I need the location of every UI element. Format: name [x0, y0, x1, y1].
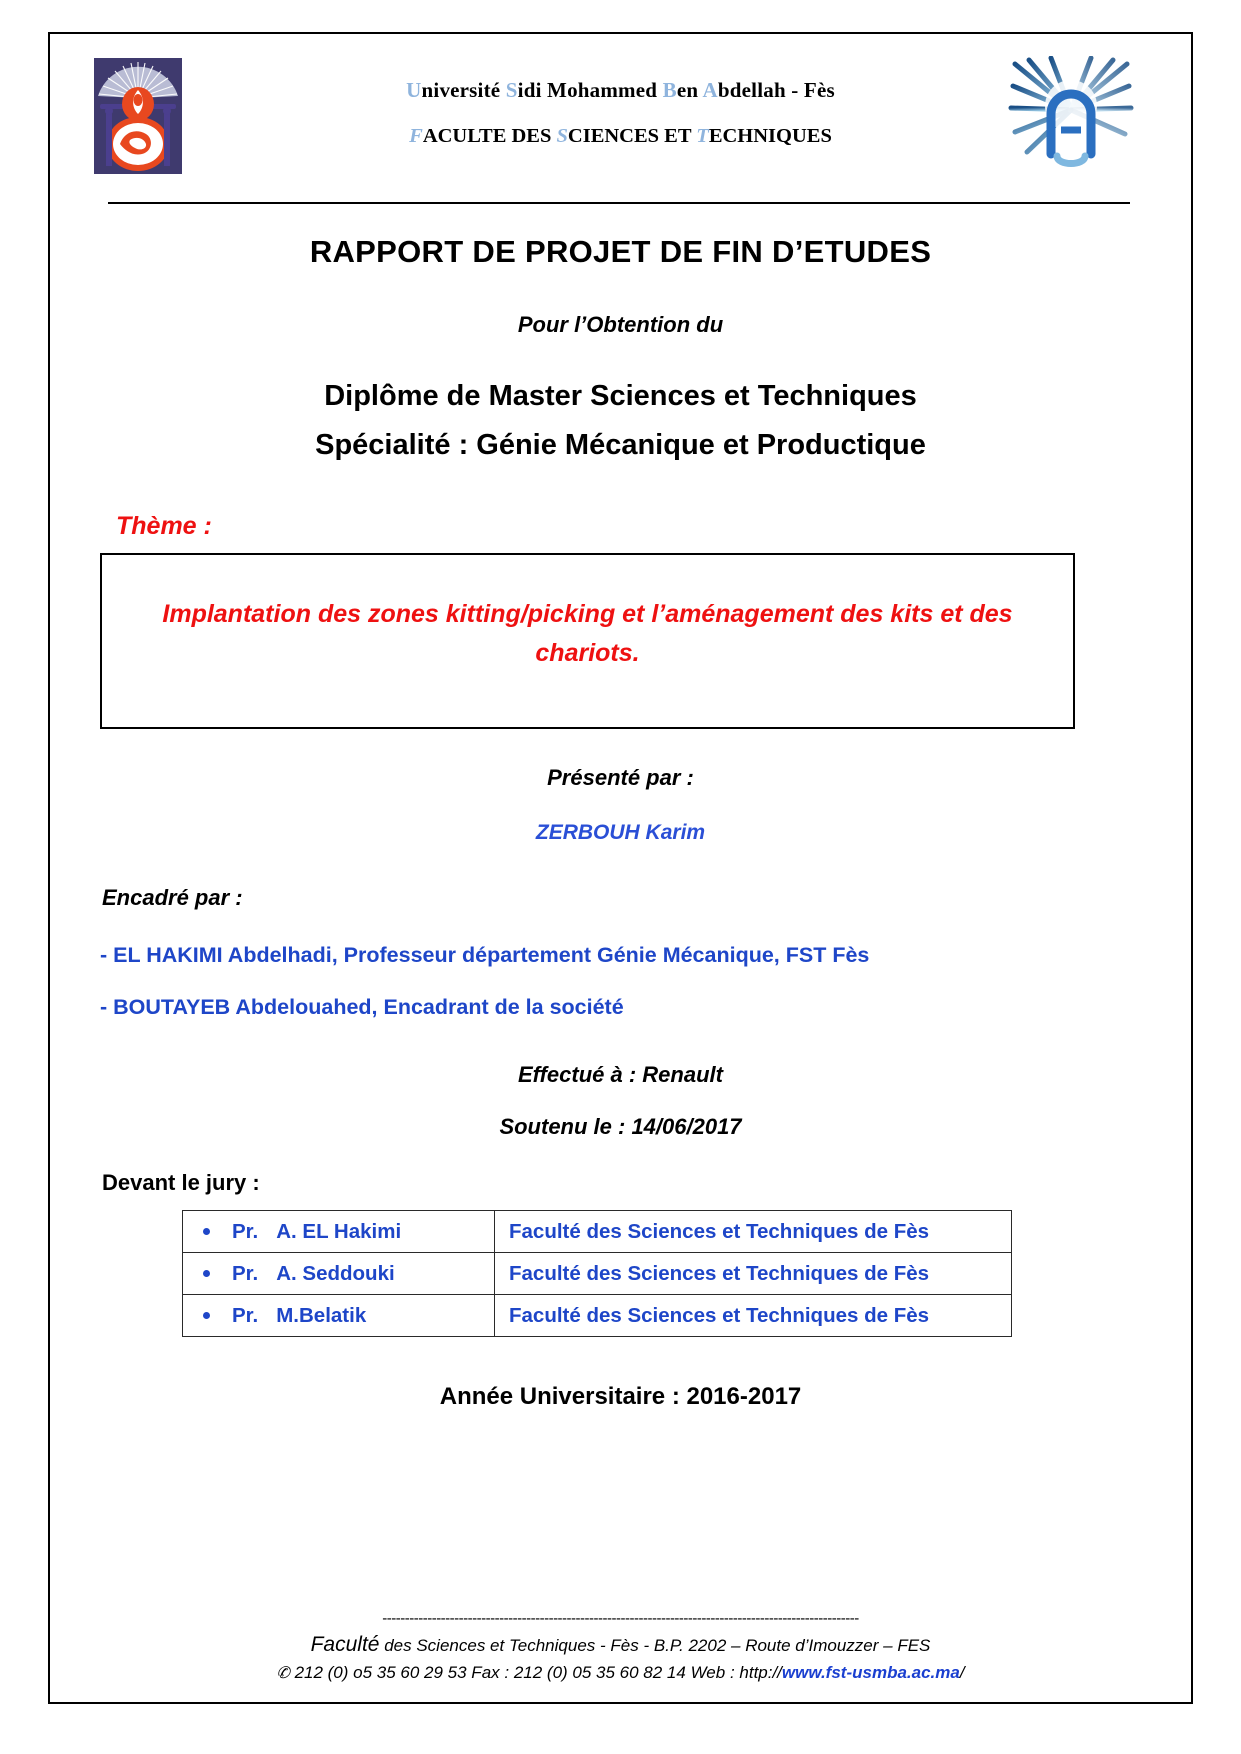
table-row — [183, 1295, 1012, 1337]
jury-title-1: Pr. — [232, 1219, 259, 1243]
document-footer — [78, 1610, 1163, 1683]
theme-label: Thème : — [116, 512, 212, 540]
jury-table — [182, 1210, 1012, 1337]
subtitle-for-obtaining: Pour l’Obtention du — [517, 312, 724, 337]
footer-contact — [78, 1663, 1163, 1683]
document-header — [78, 52, 1163, 180]
footer-website-link[interactable]: www.fst-usmba.ac.ma — [781, 1663, 960, 1682]
supervised-by-label: Encadré par : — [102, 885, 243, 910]
page-title: RAPPORT DE PROJET DE FIN D’ETUDES — [309, 234, 932, 269]
specialty-title: Spécialité : Génie Mécanique et Productique — [315, 429, 926, 461]
footer-address-rest: des Sciences et Techniques - Fès - B.P. 2202 – Route d’Imouzzer – FES — [379, 1636, 931, 1655]
theme-text: Implantation des zones kitting/picking et l’aménagement des kits et des chariots. — [162, 600, 1013, 667]
jury-member-name-cell — [183, 1211, 495, 1253]
university-name: Université Sidi Mohammed Ben Abdellah - Fès — [406, 78, 835, 102]
jury-name-2: A. Seddouki — [276, 1261, 395, 1285]
jury-institution-3: Faculté des Sciences et Techniques de Fès — [495, 1295, 1012, 1337]
presented-by-label: Présenté par : — [547, 765, 694, 790]
table-row — [183, 1211, 1012, 1253]
theme-box — [100, 553, 1075, 729]
academic-year: Année Universitaire : 2016-2017 — [439, 1383, 802, 1410]
jury-table-wrapper — [182, 1210, 1012, 1337]
bullet-icon — [203, 1228, 210, 1235]
bullet-icon — [203, 1312, 210, 1319]
table-row — [183, 1253, 1012, 1295]
jury-member-name-cell — [183, 1253, 495, 1295]
footer-address-bold: Faculté — [310, 1633, 380, 1656]
bullet-icon — [203, 1270, 210, 1277]
student-name: ZERBOUH Karim — [535, 821, 706, 844]
defense-date: Soutenu le : 14/06/2017 — [499, 1114, 742, 1139]
page-content — [78, 52, 1163, 1684]
jury-title-2: Pr. — [232, 1261, 259, 1285]
phone-icon: ✆ — [276, 1665, 290, 1682]
footer-contact-suffix: / — [959, 1663, 965, 1682]
footer-address — [78, 1633, 1163, 1657]
fst-faculty-logo — [1007, 56, 1135, 168]
diploma-title: Diplôme de Master Sciences et Techniques — [324, 380, 917, 412]
internship-company: Effectué à : Renault — [518, 1062, 723, 1087]
footer-separator: ---------------------------------------------------------------------------------------------------------- — [382, 1610, 859, 1627]
jury-institution-1: Faculté des Sciences et Techniques de Fès — [495, 1211, 1012, 1253]
jury-label: Devant le jury : — [102, 1170, 260, 1195]
usmba-university-seal-logo — [90, 56, 186, 174]
header-divider — [108, 202, 1130, 204]
faculty-name: FACULTE DES SCIENCES ET TECHNIQUES — [409, 125, 832, 147]
jury-name-3: M.Belatik — [276, 1303, 367, 1327]
supervisor-1: - EL HAKIMI Abdelhadi, Professeur département Génie Mécanique, FST Fès — [100, 943, 870, 967]
jury-member-name-cell — [183, 1295, 495, 1337]
jury-institution-2: Faculté des Sciences et Techniques de Fès — [495, 1253, 1012, 1295]
jury-title-3: Pr. — [232, 1303, 259, 1327]
supervisor-2: - BOUTAYEB Abdelouahed, Encadrant de la société — [100, 995, 624, 1019]
jury-name-1: A. EL Hakimi — [276, 1219, 402, 1243]
header-institution-text — [258, 78, 983, 148]
footer-contact-text: 212 (0) o5 35 60 29 53 Fax : 212 (0) 05 35 60 82 14 Web : http:// — [294, 1663, 782, 1682]
